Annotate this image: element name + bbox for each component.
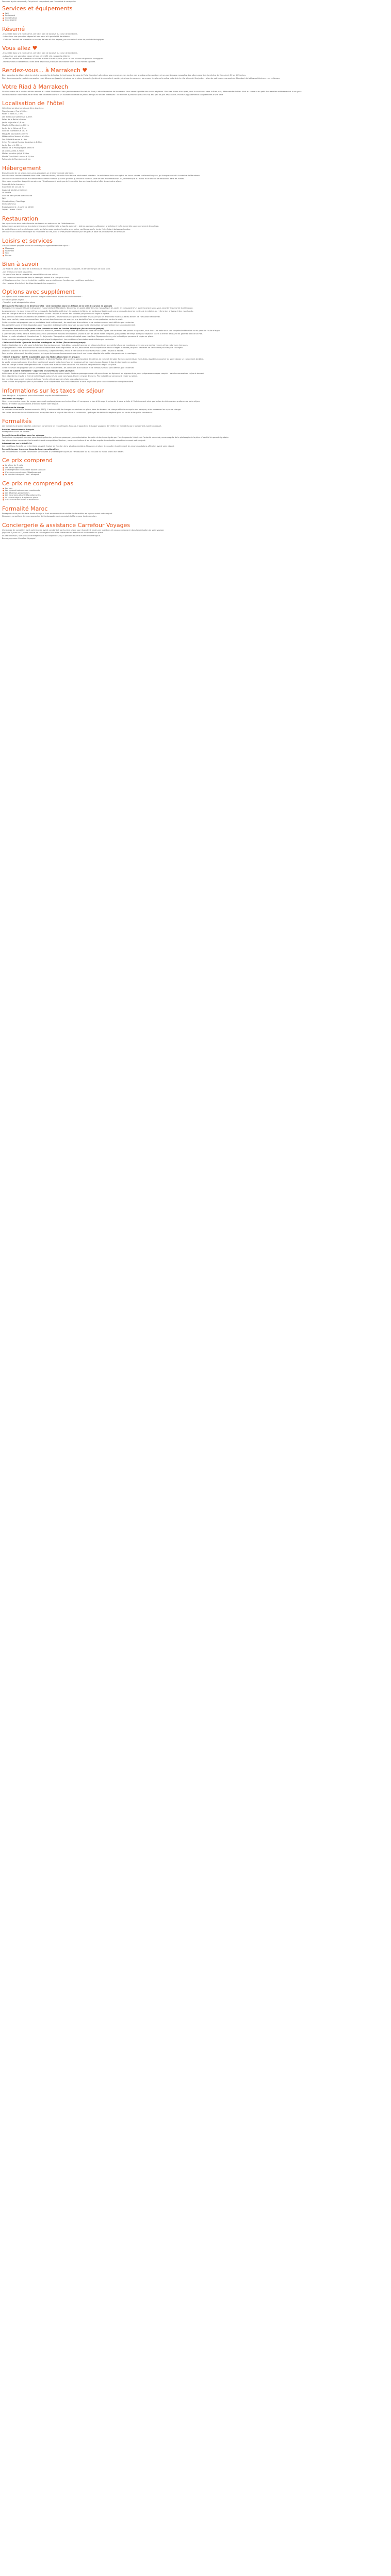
section-title: Vous allez ♥ xyxy=(2,45,38,52)
section-paragraph: - Ensemble dans une zone calme, cet hôtel bien de localisé, au coeur de la médina. xyxy=(2,52,78,54)
section-paragraph: Dar Si Said Museum à 1 km xyxy=(2,138,27,141)
subsection-heading: - Cours de cuisine marocaine - Apprenez les secrets du tajine (Activité) xyxy=(2,370,75,372)
section-spacer xyxy=(2,540,389,542)
section-paragraph: Nous vous conseillons de vous rapprocher de l'ambassade ou du consulat du Maroc pour toute question. xyxy=(2,515,97,517)
content-section xyxy=(2,261,389,286)
section-paragraph: Maison de la Photographie à 600 m xyxy=(2,147,35,149)
subsection-paragraph: Les informations concernant les formalités sont susceptibles d'évoluer ; nous vous invitons à les vérifier auprès des autorités compétentes avant votre départ. xyxy=(2,439,146,442)
section-paragraph: Les Tombeaux Saadiens à 1,8 km xyxy=(2,115,32,118)
section-paragraph: Climatisation / Chauffage xyxy=(2,200,25,202)
section-paragraph: Place Jemaa el Fna à 350 m xyxy=(2,110,27,112)
content-section xyxy=(2,100,389,163)
section-spacer xyxy=(2,518,389,520)
section-title: Loisirs et services xyxy=(2,237,53,244)
subsection-paragraph: Les conditions d'entrée sur le territoire peuvent évoluer en fonction de la situation sanitaire. Nous vous invitons à consulter régulièrement les recommandations officielles avant votre départ. xyxy=(2,445,175,447)
content-section xyxy=(2,387,389,416)
section-title: Hébergement xyxy=(2,164,41,172)
subsection-heading: Formalités particulières pour les mineurs xyxy=(2,434,44,436)
section-title: Bien à savoir xyxy=(2,261,39,267)
bullet-item: ● L'hébergement en chambre double standard xyxy=(5,469,389,471)
section-paragraph: Ces options sont à réserver sur place et à régler directement auprès de l'établissement : xyxy=(2,296,83,298)
section-paragraph: Souk de Marrakech à 150 m xyxy=(2,130,28,132)
section-title: Restauration xyxy=(2,215,39,222)
bullet-item: ● Hammam xyxy=(5,250,389,252)
subsection-heading: Informations sur la COVID-19 xyxy=(2,443,32,445)
subsection-paragraph: Au programme : visite d'une maison berbère traditionnelle avec dégustation de thé, découverte d'une coopérative d'huile d'argan et balade jusqu'aux cascades de Setti Fatma pour les plus courageux. xyxy=(2,347,184,349)
section-spacer xyxy=(2,285,389,286)
subsection-paragraph: Vous dégusterez ensuite le fruit de votre travail autour d'une table conviviale. Durée : environ 4 heures. Prix indicatif par personne à régler sur place. xyxy=(2,375,138,377)
section-paragraph: - Transfert privé aéroport aller-retour xyxy=(2,301,36,303)
subsection-paragraph: Le guide vous dévoilera les secrets des différents quartiers, des fondouks aux places animées en passant par les anciennes madrasas et les ateliers de l'artisanat traditionnel. xyxy=(2,315,160,318)
section-paragraph: Mellah (quartier juif) à 1,5 km xyxy=(2,152,29,155)
content-section xyxy=(2,480,389,503)
section-title: Formalité Maroc xyxy=(2,505,48,512)
section-spacer xyxy=(2,161,389,163)
subsection-paragraph: Au programme : la place Jemaa el-Fna, la mosquée Koutoubia (extérieur), le palais de la Bahia, les tombeaux Saadiens et une promenade dans les ruelles de la médina, au rythme des artisans et des marchands. xyxy=(2,310,193,312)
subsection-heading: - Excursion Essaouira en journée - Une journée au bord de l'océan Atlantique (Excursion en groupe) xyxy=(2,327,104,330)
section-paragraph: Laissez-vous surprendre par la cuisine marocaine traditionnelle préparée avec soin : tajines, couscous, pâtisseries orientales et thé à la menthe pour un moment de partage. xyxy=(2,225,159,227)
subsection-paragraph: Prise en charge et retour à votre hébergement. Durée : environ 4 heures. Prix indicatif par personne à régler sur place. xyxy=(2,313,110,315)
subsection-paragraph: Les cartes bancaires internationales sont acceptées dans la plupart des hôtels et restaurants ; prévoyez toutefois des espèces pour les souks et les petits commerces. xyxy=(2,411,153,414)
subsection-heading: - Vallée de l'Ourika - Journée dans les montagnes de l'Atlas (Excursion en groupe) xyxy=(2,342,86,344)
content-section xyxy=(2,5,389,24)
subsection-paragraph: Les ressortissants d'autres nationalités sont invités à se renseigner auprès de l'ambassade ou du consulat du Maroc avant leur départ. xyxy=(2,450,124,453)
bullet-item: ● L'accès aux services de l'établissement xyxy=(5,471,389,474)
subsection-paragraph: Découvrez la ville d'Essaouira, perle du littoral marocain, le temps d'une journée de détente au bord de l'océan. Après une traversée des plaines d'arganiers, vous ferez une halte dans une coopérative féminine où est produite l'huile d'argan. xyxy=(2,330,221,332)
header-note: Formules à prix compensé / Cet prix est comportant pas l'ensemble à consignées xyxy=(2,1,76,3)
section-paragraph: - Les horaires d'arrivée et de départ doivent être respectés. xyxy=(2,282,56,284)
section-paragraph: Rien de ne comporte capitale marocaine, mais découvrez. Jasse ici et autour de la place, les souks, Jardins à la minérale et cordier, ainsi que la mosquée, ou encore, les places fermées, autant de la ville à l'ouest. Ses jardins riches du patrimoine marocain de Marrakech tel et les architectures merveilleuses. xyxy=(2,77,280,79)
bullet-item: ● Les dépenses personnelles xyxy=(5,492,389,495)
bullet-list xyxy=(2,12,389,22)
section-paragraph: - Le port d'une tenue correcte est conseillé lors de vos visites. xyxy=(2,274,58,276)
subsection-paragraph: Vous recevrez votre carnet de voyage par e-mail quelques jours avant votre départ. Il comprend le bon d'échange à présenter à votre arrivée à l'établissement ainsi que toutes les informations pratiques de votre séjour. xyxy=(2,400,200,402)
content-section xyxy=(2,67,389,81)
section-title: Informations sur les taxes de séjour xyxy=(2,387,104,394)
section-paragraph: Palais de la Bahia à 900 m xyxy=(2,118,26,121)
section-title: Options avec supplément xyxy=(2,289,75,295)
section-paragraph: Médersa Ben Youssef à 500 m xyxy=(2,135,29,138)
section-spacer xyxy=(2,477,389,478)
subsection-paragraph: À votre arrivée, flânez dans la médina classée au patrimoine mondial de l'UNESCO, visitez le port de pêche et ses remparts, puis profitez de temps libre pour déjeuner face à la mer et découvrir les galeries d'art de la ville. xyxy=(2,332,203,335)
bullet-item: ● Le transfert aéroport - riad - aéroport xyxy=(5,473,389,476)
content-section xyxy=(2,45,389,65)
section-paragraph: - Les repas non mentionnés dans le descriptif restent à la charge du client. xyxy=(2,276,70,279)
bullet-item: ● Les petits-déjeuners xyxy=(5,467,389,469)
section-spacer xyxy=(2,384,389,385)
content-section xyxy=(2,83,389,98)
subsection-heading: [Découverte Marrakech en demi-journée] - Une immersion dans les trésors de la ville (Excursion en groupe) xyxy=(2,304,112,307)
section-paragraph: Joignable 7 jours sur 7, notre service de conciergerie vous aide à réserver vos activités et restaurants sur place. xyxy=(2,532,104,534)
section-paragraph: Passeport valide pour toute la durée du séjour. Il est recommandé de vérifier les formalités en vigueur avant votre départ. xyxy=(2,512,113,515)
section-paragraph: Jusqu'à 2 adultes maximum xyxy=(2,189,27,191)
section-paragraph: Palais El Badi à 1,7 km xyxy=(2,113,23,115)
section-paragraph: Circuit des palais royaux : xyxy=(2,298,26,301)
subsection-heading: Conditions de change xyxy=(2,406,24,409)
section-paragraph: Jardin de la Ménara à 3 km xyxy=(2,127,27,129)
section-spacer xyxy=(2,257,389,259)
section-paragraph: Lit double xyxy=(2,192,11,194)
content-section xyxy=(2,457,389,478)
section-paragraph: Découvrez le confort simple et traditionnel de cette chambre qui vous garantit quiétude et intimité, salle de bain et climatisation. Ici, l'authentique du maroc et la détente se retrouvent dans les ruelles. xyxy=(2,177,185,180)
section-paragraph: Palmeraie de Marrakech à 6 km xyxy=(2,158,31,160)
bullet-item: ● La taxe de séjour, à régler sur place xyxy=(5,497,389,499)
section-paragraph: Votre Riad se situe à moins de 1km des sites : xyxy=(2,107,44,109)
section-paragraph: Les formalités de police décrites ci-dessous concernent les ressortissants français. Il appartient à chaque voyageur de vérifier les formalités qui le concernent avant son départ. xyxy=(2,425,162,427)
section-paragraph: - Les animaux ne sont pas admis. xyxy=(2,270,32,273)
content-section xyxy=(2,418,389,455)
section-paragraph: Bien au portes du désert et de la médina marrakchie de l'Atlas, il n'est beaux derniers de Paris, Marrakech attend par ses rencontres, ses jardins, ses grandes préoccupations et ses nombreuses mosquées. Les pièces seront de la médina de Marrakech. Et les différentes. xyxy=(2,74,246,76)
section-paragraph: Une équipe de conseillers est à votre écoute avant, pendant et après votre séjour pour répondre à toutes vos questions et vous accompagner dans l'organisation de votre voyage. xyxy=(2,529,165,531)
section-paragraph: Sèche-cheveux xyxy=(2,203,16,205)
subsection-paragraph: Nos conseillers sont à votre disposition pour vous aider à réserver cette excursion ou pour toute information complémentaire sur son déroulement. xyxy=(2,324,136,326)
content-section xyxy=(2,505,389,520)
subsection-paragraph: Passeport en cours de validité. xyxy=(2,431,30,433)
bullet-item: ● Conciergerie xyxy=(5,19,389,22)
subsection-paragraph: Prise en charge à votre hébergement en fin d'après-midi et retour dans la soirée. Prix indicatif par personne à régler sur place. xyxy=(2,364,117,366)
section-title: Rendez-vous... à Marrakech ♥ xyxy=(2,67,88,74)
section-paragraph: Installez-vous confortablement dans cette chambre double, décorée d'une touche résolument orientale. Le mobilier en bois ouvragé et les tissus colorés subliment l'espace, qui évoque un riad à la médina de Marrakech. xyxy=(2,175,201,177)
section-paragraph: En cas de besoin, une assistance téléphonique est disponible 24h/24 pendant toute la durée de votre séjour. xyxy=(2,534,101,537)
section-title: Services et équipements xyxy=(2,5,73,12)
section-paragraph: - L'établissement se réserve le droit de modifier ses prestations en fonction des conditions sanitaires. xyxy=(2,279,94,281)
section-paragraph: - Coiffé de l'endroit de relaxation ou ancien et bien d'un et espace, pour un coin d'union de produits biologiques. xyxy=(2,58,104,60)
section-paragraph: Les repas inclus dans votre formule sont servis au restaurant de l'établissement. xyxy=(2,222,75,225)
subsection-paragraph: Départ le matin et retour à Marrakech en fin de journée. Transport en minibus climatisé avec chauffeur. Repas non inclus, prix indicatif par personne à régler sur place. xyxy=(2,335,154,337)
subsection-paragraph: Les recettes vous seront remises à la fin de l'atelier afin de pouvoir refaire ces plats chez vous. xyxy=(2,378,88,380)
section-paragraph: Le Jardin Anima à 26 km xyxy=(2,149,24,152)
subsection-paragraph: Cette excursion est proposée par un prestataire local indépendant ; les conditions d'annulation et de remboursement sont définies par ce dernier. xyxy=(2,366,135,369)
section-paragraph: Superficie de 12 à 18 m² xyxy=(2,186,25,188)
bullet-list xyxy=(2,464,389,476)
section-paragraph: L'établissement propose plusieurs services pour agrémenter votre séjour : xyxy=(2,244,70,247)
section-paragraph: Jardin Majorelle à 2,8 km xyxy=(2,121,25,124)
section-paragraph: Musée Yves Saint Laurent à 2,9 km xyxy=(2,155,34,158)
section-paragraph: Wifi xyxy=(2,197,6,199)
section-spacer xyxy=(2,234,389,235)
section-paragraph: Situé au coeur de la médina et bien adossé au calme Riad Dans Sama (anciennement Riad et (Sd Riad) il attire la médina de Marrakech. Vous serez à portée des ruelles et places. Riad des riches et au ryad, vous le coucherez dans la Riad prés, débarrassée de bien situé au calme et en petit d'un escalier entièrement et à vos yeux. xyxy=(2,91,302,93)
subsection-paragraph: Partagez avec nous de l'histoire des grands monuments de Marrakech. Découvrez les palais et jardins, les mosquées et les souks en compagnie d'un guide local qui saura vous raconter le passé de la ville rouge. xyxy=(2,307,193,309)
bullet-item: ● Le séjour de 5 nuits xyxy=(5,464,389,467)
subsection-paragraph: Déjeuner possible au bord de la rivière (non inclus). Départ le matin, retour à Marrakech en fin d'après-midi. Durée : environ 8 heures. xyxy=(2,349,124,352)
section-paragraph: Départ : avant 12h00 xyxy=(2,209,22,211)
section-spacer xyxy=(2,22,389,24)
bullet-item: ● Climatisation xyxy=(5,17,389,20)
subsection-heading: - Désert d'Agafay - Soirée inoubliable sous les étoiles (Excursion en groupe) xyxy=(2,355,80,358)
section-title: Votre Riad à Marrakech xyxy=(2,83,69,90)
section-paragraph: - Adossé sur une splendide douce et bien diversifié et à ravager la détente. xyxy=(2,55,71,57)
bullet-item: ● L'assurance annulation et assistance xyxy=(5,499,389,501)
section-paragraph: Mosquée Koutoubia à 400 m xyxy=(2,132,28,135)
section-paragraph: - Ensemble dans une zone calme, cet hôtel bien de localisé, au coeur de la médina. xyxy=(2,32,78,35)
section-spacer xyxy=(2,502,389,503)
section-paragraph: Capacité de la chambre : xyxy=(2,183,25,185)
content-section xyxy=(2,289,389,385)
bullet-item: ● Les vols xyxy=(5,487,389,490)
section-paragraph: - Point lumineux d'ascension à bien aimé des beaux jardins et de l'hôtelier dans à 800 mètres à portée. xyxy=(2,60,96,63)
bullet-item: ● Massages xyxy=(5,247,389,250)
subsection-paragraph: Tout mineur voyageant sans ses parents doit présenter, outre son passeport, une autorisation de sortie du territoire signée par l'un des parents titulaire de l'autorité parentale, accompagnée de la photocopie de la pièce d'identité du parent signataire. xyxy=(2,436,229,438)
section-paragraph: Taxe de séjour : à régler sur place directement auprès de l'établissement. xyxy=(2,394,69,397)
section-paragraph: Vous pourrez profiter des petits services de l'établissement, ainsi que de l'ensemble des services de votre hôtel durant votre séjour. xyxy=(2,180,122,182)
subsection-paragraph: Quittez l'agitation de la ville pour la fraîcheur des montagnes du Haut-Atlas. La route traverse les villages berbères accrochés à flanc de montagne, avec une vue sur les vergers et les cultures en terrasses. xyxy=(2,344,188,346)
section-paragraph: Une bénédiction d'architecture en terre, des ornementations et un escalier central et de jardins et séjours de bien intéressés : dix minutes à peine de Jemaa el-Fna, et à peu de jolis restaurants. Plusieurs appartements aux premières d'une belle. xyxy=(2,93,224,96)
section-title: Ce prix comprend xyxy=(2,457,53,464)
section-paragraph: Le petit-déjeuner est servi chaque matin, sur la terrasse ou dans le patio, avec pains, confitures, œufs, jus de fruits frais et boissons chaudes. xyxy=(2,228,131,230)
content-section xyxy=(2,238,389,259)
section-paragraph: Musée de Marrakech à 600 m xyxy=(2,124,29,126)
section-paragraph: Bon voyage avec Carrefour Voyages ! xyxy=(2,537,37,539)
content-section xyxy=(2,522,389,542)
subsection-paragraph: À une quarantaine de kilomètres de Marrakech, le désert d'Agafay offre un décor spectaculaire de collines de roche et de sable face aux sommets du Haut-Atlas. Assistez au coucher du soleil depuis un campement berbère. xyxy=(2,358,204,360)
subsection-paragraph: Pour votre confort, nous vous conseillons de prévoir des chaussures de marche, une bouteille d'eau et une protection contre le soleil. xyxy=(2,318,123,320)
subsection-paragraph: Cette excursion est proposée par un prestataire local indépendant ; les conditions d'annulation et de remboursement sont définies par ce dernier. xyxy=(2,321,135,324)
subsection-heading: Formalités pour les ressortissants d'autres nationalités xyxy=(2,448,59,450)
section-paragraph: Cyber Parc Arsat Moulay Abdeslam à 1,3 km xyxy=(2,141,42,143)
section-spacer xyxy=(2,212,389,213)
bullet-item: ● Wifi xyxy=(5,12,389,15)
section-paragraph: Découvrez la cuisine authentique du restaurant du riad, dont le chef prépare chaque jour des plats à base de produits frais et de saison. xyxy=(2,231,126,233)
section-paragraph: Dans le cadre de ce séjour, nous vous proposons un chambre double standard. xyxy=(2,172,74,174)
subsection-paragraph: La soirée se poursuit autour d'un dîner traditionnel sous la tente, bercé par les musiques et les chants locaux. Balade à dos de dromadaire en option. xyxy=(2,361,138,363)
bullet-item: ● Les excursions et activités optionnelles xyxy=(5,494,389,497)
section-spacer xyxy=(2,80,389,81)
section-paragraph: Enregistrement : à partir de 12h00 xyxy=(2,206,34,208)
section-title: Conciergerie & assistance Carrefour Voyages xyxy=(2,521,131,529)
bullet-item: ● Restaurant xyxy=(5,14,389,17)
bullet-item: ● Les repas et boissons non mentionnés xyxy=(5,489,389,492)
bullet-item: ● Spa xyxy=(5,252,389,255)
section-paragraph: - Coiffé de l'endroit de relaxation ou ancien de bien et d'un espace, pour un coin d'union de produits biologiques. xyxy=(2,38,105,41)
bullet-item: ● Piscine xyxy=(5,255,389,257)
section-paragraph: Salle de bain privée avec douche xyxy=(2,194,32,197)
content-section xyxy=(2,165,389,213)
subsection-paragraph: Initiez-vous à l'art culinaire marocain en compagnie d'une cuisinière locale. Après un passage au marché pour choisir les épices et les légumes frais, vous préparerez un repas complet : salades marocaines, tajine et dessert. xyxy=(2,372,204,375)
content-section xyxy=(2,215,389,235)
subsection-heading: Document de voyage xyxy=(2,398,24,400)
section-paragraph: Jardin Secret à 350 m xyxy=(2,144,22,146)
subsection-heading: Pour les ressortissants français xyxy=(2,428,35,431)
section-title: Localisation de l'hôtel xyxy=(2,100,64,107)
section-paragraph: - Adossé sur une splendide déposé et bien servi et à possibilité de détente. xyxy=(2,36,70,38)
section-paragraph: - Le Riad est situé au cœur de la médina ; le véhicule ne peut accéder jusqu'à la porte, le dernier tronçon se fait à pied. xyxy=(2,268,110,270)
content-section xyxy=(2,26,389,43)
section-title: Ce prix ne comprend pas xyxy=(2,480,74,487)
subsection-paragraph: Pensez à vérifier vos documents d'identité avant votre départ. xyxy=(2,403,59,405)
section-title: Résumé xyxy=(2,25,25,32)
subsection-paragraph: Cette activité est proposée par un prestataire local indépendant. Nos conseillers sont à votre disposition pour toute information complémentaire. xyxy=(2,381,134,383)
section-title: Formalités xyxy=(2,418,32,425)
subsection-paragraph: Cette excursion est organisée par un prestataire local indépendant. Les conditions d'annulation sont définies par ce dernier. xyxy=(2,338,115,341)
subsection-paragraph: La monnaie locale est le dirham marocain (MAD). Il est conseillé de changer vos devises sur place, dans les bureaux de change officiels ou auprès des banques, et de conserver les reçus de change. xyxy=(2,409,182,411)
subsection-paragraph: Pour profiter pleinement de cette journée, prévoyez de bonnes chaussures de marche et une tenue adaptée à la météo changeante de la montagne. xyxy=(2,352,137,354)
bullet-list xyxy=(2,487,389,501)
